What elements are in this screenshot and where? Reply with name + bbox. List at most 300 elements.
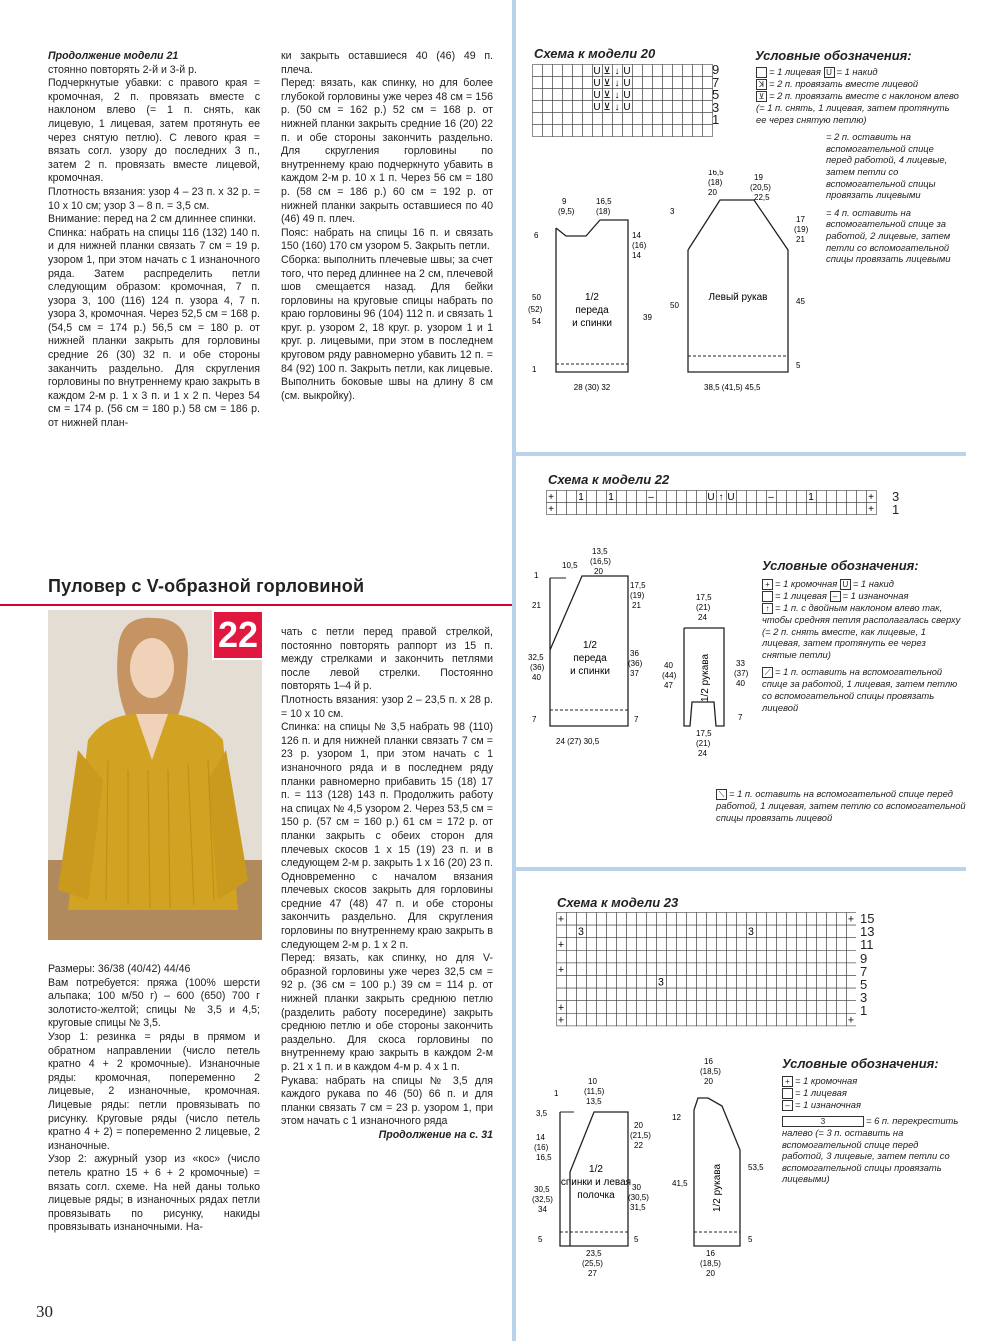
dimension: 14 <box>632 251 641 260</box>
stitch-symbol: ↓ <box>614 102 620 113</box>
grid-cell <box>847 963 857 976</box>
grid-cell <box>707 1001 717 1014</box>
grid-cell <box>617 925 627 938</box>
grid-cell <box>777 491 787 503</box>
grid-cell <box>707 963 717 976</box>
piece-label: 1/2 рукава <box>700 653 711 703</box>
dimension: (18,5) <box>700 1259 721 1268</box>
paragraph: Внимание: перед на 2 см длиннее спинки. <box>48 213 256 226</box>
grid-cell <box>637 1001 647 1014</box>
legend-item: ↑ = 1 п. с двойным наклоном влево так, чтобы средняя петля располагалась сверху (= 2 п. снять вместе, как лицевые, 1 лицевая, затем протянуть ее через снятые петли) <box>762 602 961 660</box>
grid-cell <box>607 503 617 515</box>
grid-cell <box>687 963 697 976</box>
grid-cell <box>827 938 837 951</box>
grid-cell <box>583 65 593 77</box>
piece-label: 1/2 <box>585 292 599 303</box>
dimension: 1 <box>554 1089 559 1098</box>
scheme23-grid <box>556 912 856 1032</box>
grid-cell <box>617 938 627 951</box>
grid-cell <box>807 988 817 1001</box>
stitch-symbol: – <box>648 492 654 503</box>
grid-cell <box>627 976 637 989</box>
stitch-symbol: 1 <box>808 492 814 503</box>
grid-cell <box>697 491 707 503</box>
grid-cell <box>667 491 677 503</box>
dimension: 21 <box>796 235 805 244</box>
grid-cell <box>573 125 583 137</box>
grid-cell <box>587 925 597 938</box>
dimension: 5 <box>538 1235 543 1244</box>
grid-cell <box>697 988 707 1001</box>
grid-cell <box>633 125 643 137</box>
grid-cell <box>727 1001 737 1014</box>
dimension: 5 <box>796 361 801 370</box>
grid-cell <box>647 503 657 515</box>
grid-cell <box>657 491 667 503</box>
grid-cell <box>687 938 697 951</box>
grid-cell <box>597 938 607 951</box>
stitch-symbol: ⊻ <box>603 78 611 89</box>
grid-cell <box>587 988 597 1001</box>
grid-cell <box>637 491 647 503</box>
grid-cell <box>777 988 787 1001</box>
paragraph: Плотность вязания: узор 4 – 23 п. х 32 р. = 10 х 10 см; узор 3 – 8 п. = 3,5 см. <box>48 185 260 212</box>
grid-cell <box>747 1001 757 1014</box>
grid-cell <box>607 938 617 951</box>
grid-cell <box>597 1013 607 1026</box>
grid-cell <box>627 491 637 503</box>
grid-cell <box>653 101 663 113</box>
grid-cell <box>603 113 613 125</box>
grid-cell <box>817 1013 827 1026</box>
dimension: 20 <box>634 1121 643 1130</box>
grid-cell <box>757 925 767 938</box>
grid-cell <box>587 913 597 926</box>
grid-cell <box>647 950 657 963</box>
grid-cell <box>697 976 707 989</box>
grid-cell <box>827 503 837 515</box>
stitch-symbol: – <box>768 492 774 503</box>
grid-cell <box>757 938 767 951</box>
stitch-symbol: + <box>868 492 874 503</box>
grid-cell <box>597 925 607 938</box>
row-number: 3 <box>712 99 720 115</box>
grid-cell <box>647 913 657 926</box>
grid-cell <box>757 950 767 963</box>
grid-cell <box>623 125 633 137</box>
grid-cell <box>697 938 707 951</box>
grid-cell <box>643 65 653 77</box>
continuation-heading: Продолжение модели 21 <box>48 50 179 62</box>
grid-cell <box>683 89 693 101</box>
dimension: 30 <box>632 1183 641 1192</box>
column-divider <box>512 0 516 1341</box>
grid-cell <box>837 503 847 515</box>
grid-cell <box>837 491 847 503</box>
scheme20-legend-title: Условные обозначения: <box>755 48 912 63</box>
grid-cell <box>577 1013 587 1026</box>
dimension: 23,5 <box>586 1249 602 1258</box>
grid-cell <box>667 1013 677 1026</box>
section-divider-2 <box>516 867 966 871</box>
grid-cell <box>827 950 837 963</box>
grid-cell <box>677 1001 687 1014</box>
grid-cell <box>637 976 647 989</box>
grid-cell <box>653 125 663 137</box>
grid-cell <box>693 65 703 77</box>
dimension: (11,5) <box>584 1087 605 1096</box>
dimension: 3 <box>670 207 675 216</box>
grid-cell <box>797 925 807 938</box>
grid-cell <box>757 503 767 515</box>
dimension: 21 <box>532 601 541 610</box>
grid-cell <box>573 65 583 77</box>
grid-cell <box>767 988 777 1001</box>
grid-cell <box>627 963 637 976</box>
grid-cell <box>697 503 707 515</box>
grid-cell <box>703 65 713 77</box>
scheme23-pattern-body <box>530 1072 670 1282</box>
paragraph: Пояс: набрать на спицы 16 п. и связать 150 (160) 170 см узором 5. Закрыть петли. <box>281 226 493 253</box>
dimension: (37) <box>734 669 749 678</box>
scheme20-grid <box>532 64 732 140</box>
legend-item: ꓘ = 2 п. провязать вместе лицевой <box>756 78 961 90</box>
grid-cell <box>557 491 567 503</box>
stitch-symbol: + <box>557 913 565 926</box>
grid-cell <box>617 950 627 963</box>
grid-cell <box>627 938 637 951</box>
grid-cell <box>557 976 567 989</box>
grid-cell <box>607 963 617 976</box>
grid-cell <box>837 1013 847 1026</box>
grid-cell <box>563 101 573 113</box>
col2-top <box>281 50 493 403</box>
grid-cell <box>587 1001 597 1014</box>
dimension: 21 <box>632 601 641 610</box>
grid-cell <box>807 913 817 926</box>
grid-cell <box>707 913 717 926</box>
grid-cell <box>757 491 767 503</box>
grid-cell <box>797 963 807 976</box>
grid-cell <box>767 938 777 951</box>
dimension: 3,5 <box>536 1109 548 1118</box>
grid-cell <box>597 1001 607 1014</box>
grid-cell <box>737 988 747 1001</box>
grid-cell <box>577 963 587 976</box>
grid-cell <box>717 950 727 963</box>
grid-cell <box>777 1001 787 1014</box>
grid-cell <box>567 913 577 926</box>
row-number: 1 <box>860 1003 868 1019</box>
paragraph: Узор 1: резинка = ряды в прямом и обратном направлении (число петель кратно 4 + 2 кромочные). Изнаночные ряды: кромочная, попеременно 2 лицевые, 2 изнаночные, кромочная. Лицевые ряды: петли провязывать по рисунку. Круговые ряды (число петель кратно 4 + 2) = попеременно 2 лицевые, 2 изнаночные. <box>48 1030 260 1152</box>
grid-cell <box>673 65 683 77</box>
dimension: 37 <box>630 669 639 678</box>
grid-cell <box>543 101 553 113</box>
grid-cell <box>727 963 737 976</box>
row-number: 7 <box>712 74 720 90</box>
grid-cell <box>533 65 543 77</box>
grid-cell <box>757 1001 767 1014</box>
grid-cell <box>597 491 607 503</box>
grid-cell <box>707 988 717 1001</box>
stitch-symbol: ↓ <box>614 78 620 89</box>
grid-cell <box>583 113 593 125</box>
grid-cell <box>583 125 593 137</box>
paragraph: стоянно повторять 2-й и 3-й р. <box>48 63 197 76</box>
grid-cell <box>553 77 563 89</box>
stitch-symbol: U <box>707 492 715 503</box>
grid-cell <box>737 963 747 976</box>
grid-cell <box>807 938 817 951</box>
grid-cell <box>697 950 707 963</box>
grid-cell <box>737 1013 747 1026</box>
stitch-symbol: U <box>593 78 601 89</box>
legend-item: ⟋ = 1 п. оставить на вспомогательной спице за работой, 1 лицевая, затем петлю со вспомогательной спицы провязать лицевой <box>762 666 958 713</box>
grid-cell <box>643 113 653 125</box>
grid-cell <box>777 913 787 926</box>
grid-cell <box>587 950 597 963</box>
paragraph: Плотность вязания: узор 2 – 23,5 п. х 28 р. = 10 х 10 см. <box>281 693 493 720</box>
paragraph: чать с петли перед правой стрелкой, постоянно повторять раппорт из 15 п. между стрелками и закончить петлями после левой стрелки. Постоянно повторять 1–4 й р. <box>281 626 493 693</box>
dimension: 50 <box>670 301 679 310</box>
grid-cell <box>553 101 563 113</box>
grid-cell <box>827 491 837 503</box>
grid-cell <box>577 950 587 963</box>
grid-cell <box>617 913 627 926</box>
grid-cell <box>757 1013 767 1026</box>
grid-cell <box>817 950 827 963</box>
grid-cell <box>643 101 653 113</box>
grid-cell <box>553 89 563 101</box>
grid-cell <box>767 963 777 976</box>
stitch-symbol: ⊻ <box>603 90 611 101</box>
dimension: 7 <box>738 713 743 722</box>
grid-cell <box>777 503 787 515</box>
grid-cell <box>703 77 713 89</box>
paragraph: Узор 2: ажурный узор из «кос» (число петель кратно 15 + 6 + 2 кромочные) = вязать согл. схеме. На ней даны только лицевые ряды; в изнаночных рядах петли провязывать по рисунку, накиды провязывать изнаночными. На- <box>48 1153 260 1234</box>
grid-cell <box>587 1013 597 1026</box>
grid-cell <box>747 950 757 963</box>
grid-cell <box>777 950 787 963</box>
stitch-symbol: 3 <box>578 926 584 939</box>
stitch-symbol: ↓ <box>614 90 620 101</box>
grid-cell <box>577 1001 587 1014</box>
grid-cell <box>627 1001 637 1014</box>
grid-cell <box>727 925 737 938</box>
grid-cell <box>677 503 687 515</box>
dimension: (30,5) <box>628 1193 649 1202</box>
grid-cell <box>567 503 577 515</box>
dimension: 50 <box>532 293 541 302</box>
grid-cell <box>657 1001 667 1014</box>
grid-cell <box>837 950 847 963</box>
grid-cell <box>633 77 643 89</box>
model22-title: Пуловер с V-образной горловиной <box>48 576 365 596</box>
grid-cell <box>787 913 797 926</box>
grid-cell <box>647 938 657 951</box>
scheme22-legend-extra <box>716 788 966 823</box>
grid-cell <box>633 89 643 101</box>
grid-cell <box>607 976 617 989</box>
dimension: (19) <box>630 591 645 600</box>
grid-cell <box>717 963 727 976</box>
grid-cell <box>737 950 747 963</box>
grid-cell <box>637 503 647 515</box>
grid-cell <box>617 963 627 976</box>
grid-cell <box>737 976 747 989</box>
scheme22-pattern-body <box>526 542 656 752</box>
grid-cell <box>657 1013 667 1026</box>
grid-cell <box>633 101 643 113</box>
grid-cell <box>757 988 767 1001</box>
grid-cell <box>533 77 543 89</box>
grid-cell <box>757 976 767 989</box>
grid-cell <box>807 1001 817 1014</box>
grid-cell <box>597 963 607 976</box>
grid-cell <box>573 101 583 113</box>
grid-cell <box>703 113 713 125</box>
grid-cell <box>777 1013 787 1026</box>
grid-cell <box>693 89 703 101</box>
grid-cell <box>637 988 647 1001</box>
grid-cell <box>653 65 663 77</box>
paragraph: Размеры: 36/38 (40/42) 44/46 <box>48 963 191 975</box>
grid-cell <box>543 65 553 77</box>
dimension: 1 <box>532 365 537 374</box>
stitch-symbol: ↑ <box>718 492 724 503</box>
dimension: 16 <box>706 1249 715 1258</box>
scheme23-row-numbers <box>860 912 874 1018</box>
grid-cell <box>747 1013 757 1026</box>
stitch-symbol: U <box>623 78 631 89</box>
grid-cell <box>587 503 597 515</box>
grid-cell <box>707 503 717 515</box>
dimension: 33 <box>736 659 745 668</box>
grid-cell <box>607 950 617 963</box>
dimension: 7 <box>634 715 639 724</box>
dimension: 10 <box>588 1077 597 1086</box>
grid-cell <box>727 988 737 1001</box>
dimension: (44) <box>662 671 677 680</box>
dimension: 22,5 <box>754 193 770 202</box>
grid-cell <box>647 925 657 938</box>
stitch-symbol: ⊻ <box>603 102 611 113</box>
grid-cell <box>573 89 583 101</box>
grid-cell <box>767 913 777 926</box>
grid-cell <box>827 988 837 1001</box>
dimension: 16,5 <box>708 170 724 177</box>
dimension: (16) <box>632 241 647 250</box>
model-number-badge: 22 <box>212 610 264 660</box>
grid-cell <box>687 925 697 938</box>
grid-cell <box>697 913 707 926</box>
grid-cell <box>727 503 737 515</box>
grid-cell <box>597 976 607 989</box>
grid-cell <box>673 125 683 137</box>
grid-cell <box>677 938 687 951</box>
dimension: 34 <box>538 1205 547 1214</box>
grid-cell <box>643 77 653 89</box>
stitch-symbol: 3 <box>658 976 664 989</box>
grid-cell <box>667 988 677 1001</box>
dimension: 17,5 <box>696 593 712 602</box>
grid-cell <box>707 938 717 951</box>
row-number: 3 <box>860 990 868 1006</box>
grid-cell <box>557 925 567 938</box>
grid-cell <box>847 503 857 515</box>
grid-cell <box>567 950 577 963</box>
grid-cell <box>817 976 827 989</box>
scheme23-legend <box>782 1075 962 1185</box>
grid-cell <box>617 491 627 503</box>
grid-cell <box>667 925 677 938</box>
stitch-symbol: + <box>868 504 874 515</box>
grid-cell <box>837 913 847 926</box>
grid-cell <box>657 963 667 976</box>
grid-cell <box>663 125 673 137</box>
dimension: 24 (27) 30,5 <box>556 737 600 746</box>
grid-cell <box>657 988 667 1001</box>
dimension: (20,5) <box>750 183 771 192</box>
grid-cell <box>827 1013 837 1026</box>
grid-cell <box>697 1013 707 1026</box>
grid-cell <box>577 988 587 1001</box>
grid-cell <box>567 1001 577 1014</box>
grid-cell <box>567 1013 577 1026</box>
grid-cell <box>677 925 687 938</box>
grid-cell <box>627 950 637 963</box>
grid-cell <box>777 963 787 976</box>
dimension: (9,5) <box>558 207 575 216</box>
grid-cell <box>657 925 667 938</box>
stitch-symbol: 3 <box>748 926 754 939</box>
grid-cell <box>717 1013 727 1026</box>
piece-label: и спинки <box>570 666 610 677</box>
legend-item: + = 1 кромочная <box>782 1075 962 1087</box>
legend-item: = 4 п. оставить на вспомогательной спице за работой, 2 лицевые, затем петли со вспомогательной спицы провязать лицевыми <box>826 206 951 265</box>
grid-cell <box>627 925 637 938</box>
grid-cell <box>647 976 657 989</box>
grid-cell <box>807 1013 817 1026</box>
grid-cell <box>727 950 737 963</box>
grid-cell <box>637 950 647 963</box>
grid-cell <box>533 101 543 113</box>
grid-cell <box>663 89 673 101</box>
grid-cell <box>563 125 573 137</box>
dimension: 6 <box>534 231 539 240</box>
scheme22-pattern-sleeve <box>660 590 760 760</box>
grid-cell <box>757 963 767 976</box>
grid-cell <box>557 503 567 515</box>
dimension: 7 <box>532 715 537 724</box>
grid-cell <box>657 503 667 515</box>
grid-cell <box>567 963 577 976</box>
grid-cell <box>587 963 597 976</box>
row-number: 7 <box>860 963 868 979</box>
grid-cell <box>777 938 787 951</box>
grid-cell <box>577 913 587 926</box>
section-divider-1 <box>516 452 966 456</box>
grid-cell <box>533 125 543 137</box>
dimension: 12 <box>672 1113 681 1122</box>
grid-cell <box>693 125 703 137</box>
grid-cell <box>587 491 597 503</box>
row-number: 15 <box>860 911 875 926</box>
grid-cell <box>583 89 593 101</box>
grid-cell <box>577 503 587 515</box>
grid-cell <box>817 491 827 503</box>
grid-cell <box>627 503 637 515</box>
